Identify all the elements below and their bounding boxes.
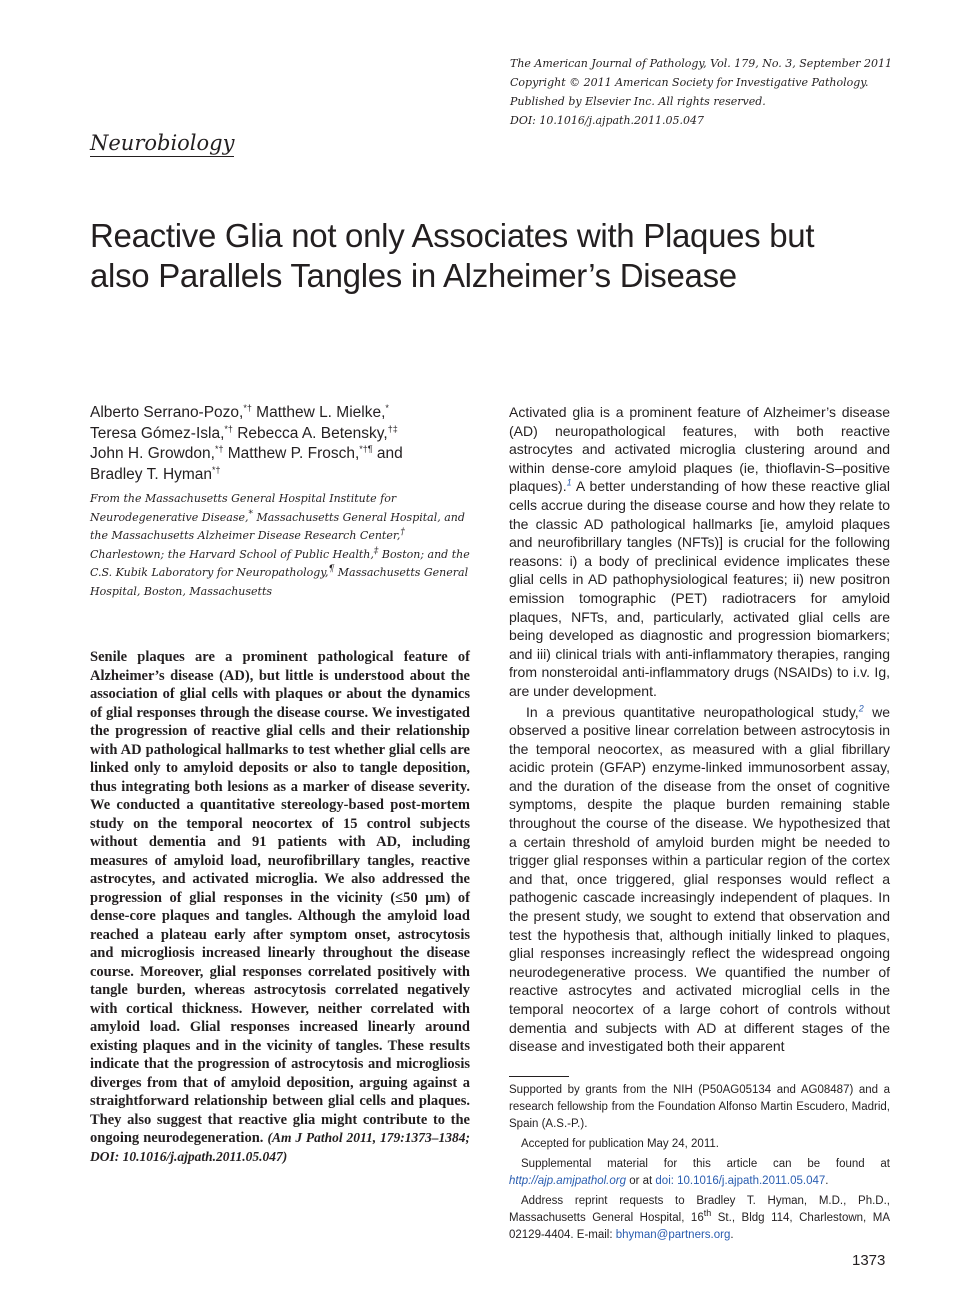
author-list [90, 403, 480, 485]
email-link[interactable]: bhyman@partners.org [615, 1229, 731, 1241]
body-text-span: In a previous quantitative neuropathological study, [526, 703, 859, 720]
author-name: Rebecca A. Betensky, [232, 424, 388, 442]
author-name: Teresa Gómez-Isla, [90, 424, 225, 442]
affiliation-block [90, 490, 475, 601]
body-paragraph [509, 703, 890, 1056]
footnotes [509, 1082, 890, 1247]
note-text: Address reprint requests to Bradley T. Hyman, M.D., Ph.D., Massachusetts General Hospital, 16 [509, 1195, 890, 1224]
abstract [90, 648, 470, 1166]
accepted-note: Accepted for publication May 24, 2011. [521, 1138, 719, 1150]
author-affiliation-mark: †‡ [387, 423, 398, 434]
reprint-note [509, 1193, 890, 1244]
supplemental-note [509, 1156, 890, 1190]
title-line-1: Reactive Glia not only Associates with Plaques but [90, 217, 815, 254]
note-text: or at [626, 1175, 656, 1187]
abstract-citation: (Am J Pathol 2011, 179:1373–1384; DOI: 10.1016/j.ajpath.2011.05.047) [90, 1130, 470, 1164]
affiliation-mark: † [400, 527, 405, 538]
body-paragraph [509, 403, 890, 701]
reference-link[interactable]: 2 [858, 702, 864, 713]
publisher-line: Published by Elsevier Inc. All rights reserved. [510, 95, 766, 108]
affiliation-mark: ‡ [373, 545, 379, 556]
author-affiliation-mark: *† [243, 402, 252, 413]
affiliation-mark: ¶ [328, 564, 335, 575]
affiliation-text: Massachusetts General Hospital, and the Massachusetts Alzheimer Disease Research Center, [90, 510, 465, 542]
affiliation-text: Massachusetts General Hospital, Boston, Massachusetts [90, 566, 469, 598]
author-conjunction: and [372, 445, 403, 462]
author-affiliation-mark: *† [224, 423, 233, 434]
title-line-2: also Parallels Tangles in Alzheimer’s Disease [90, 257, 737, 294]
body-text-span: A better understanding of how these reactive glial cells accrue during the disease course and how they relate to the classic AD pathological hallmarks [ie, amyloid plaques and neurofibrillary tangles (NFTs)] is crucial for the following reasons: i) a body of preclinical evidence implicates these glial cells in AD pathophysiological features; ii) new positron emission tomographic (PET) radiotracers for amyloid plaques, NFTs, and, particularly, activated glial cells are being developed as diagnostic and progression biomarkers; and iii) clinical trials with anti-inflammatory therapies, ranging from nonsteroidal anti-inflammatory drugs (NSAIDs) to i.v. Ig, are under development. [509, 478, 890, 699]
doi-link[interactable]: doi: 10.1016/j.ajpath.2011.05.047 [655, 1175, 826, 1187]
journal-citation-line: The American Journal of Pathology, Vol. 179, No. 3, September 2011 [510, 57, 892, 70]
body-column [509, 403, 890, 1056]
doi-line: DOI: 10.1016/j.ajpath.2011.05.047 [510, 114, 705, 127]
abstract-text: Senile plaques are a prominent pathological feature of Alzheimer’s disease (AD), but little is understood about the association of glial cells with plaques or about the dynamics of glial responses through the disease course. We investigated the progression of reactive glial cells and their relationship with AD pathological hallmarks to test whether glial cells are linked only to amyloid deposits or also to tangle deposition, thus integrating both lesions as a marker of disease severity. We conducted a quantitative stereology-based post-mortem study on the temporal neocortex of 15 control subjects without dementia and 91 patients with AD, including measures of amyloid load, neurofibrillary tangles, reactive astrocytes, and activated microglia. We also addressed the progression of glial responses in the vicinity (≤50 μm) of dense-core plaques and tangles. Although the amyloid load reached a plateau early after symptom onset, astrocytosis and microgliosis increased linearly throughout the disease course. Moreover, glial responses correlated positively with tangle burden, whereas astrocytosis correlated negatively with cortical thickness. However, neither correlated with amyloid load. Glial responses increased linearly around existing plaques and in the vicinity of tangles. These results indicate that the progression of astrocytosis and microgliosis diverges from that of amyloid deposition, arguing against a straightforward relationship between glial cells and plaques. They also suggest that reactive glia might contribute to the ongoing neurodegeneration. [90, 649, 470, 1146]
author-affiliation-mark: *† [214, 443, 224, 454]
reference-link[interactable]: 1 [566, 477, 572, 488]
journal-header [510, 54, 910, 130]
funding-note: Supported by grants from the NIH (P50AG05134 and AG08487) and a research fellowship from the Foundation Alfonso Martin Escudero, Madrid, Spain (A.S.-P.). [509, 1084, 890, 1130]
affiliation-text: Charlestown; the Harvard School of Public Health, [90, 547, 374, 561]
page-number: 1373 [852, 1252, 886, 1269]
author-name: Matthew P. Frosch, [223, 445, 360, 462]
affiliation-mark: * [248, 508, 253, 519]
article-title [90, 216, 890, 296]
copyright-line: Copyright © 2011 American Society for Investigative Pathology. [510, 76, 869, 89]
author-affiliation-mark: *† [212, 464, 221, 475]
affiliation-text: From the Massachusetts General Hospital Institute for Neurodegenerative Disease, [90, 492, 397, 524]
note-text: . [825, 1175, 829, 1187]
author-name: John H. Growdon, [90, 445, 215, 462]
footnote-divider [509, 1076, 569, 1077]
body-text-span: Activated glia is a prominent feature of Alzheimer’s disease (AD) neuropathological features, with both reactive astrocytes and activated microglia clustering around and within dense-core amyloid plaques (ie, thioflavin-S–positive plaques). [509, 404, 890, 495]
note-text: Supplemental material for this article can be found at [521, 1158, 890, 1170]
author-affiliation-mark: *†¶ [359, 443, 373, 454]
note-text: . [730, 1229, 734, 1241]
supplemental-url-link[interactable]: http://ajp.amjpathol.org [509, 1175, 626, 1187]
note-text: St., Bldg 114, Charlestown, MA 02129-4404. E-mail: [509, 1212, 891, 1241]
author-name: Bradley T. Hyman [90, 465, 213, 483]
affiliation-text: Boston; and the C.S. Kubik Laboratory for Neuropathology, [90, 547, 470, 579]
author-affiliation-mark: * [385, 402, 389, 413]
author-name: Matthew L. Mielke, [251, 404, 386, 421]
body-text-span: we observed a positive linear correlation between astrocytosis in the temporal neocortex, as measured with a glial fibrillary acidic protein (GFAP) enzyme-linked immunosorbent assay, and the duration of the disease from the onset of cognitive symptoms, despite the plaque burden remaining stable throughout the course of the disease. We hypothesized that a certain threshold of amyloid burden might be needed to trigger glial responses within a particular region of the cortex and that, once triggered, glial responses would reflect a pathogenic cascade increasingly independent of plaques. In the present study, we sought to extend that observation and test the hypothesis that, although initially linked to plaques, glial responses increasingly reflect the widespread ongoing neurodegenerative process. We quantified the number of reactive astrocytes and activated microglial cells in the temporal neocortex of a large cohort of controls without dementia and subjects with AD at different stages of the disease and investigated both their apparent [509, 703, 890, 1055]
author-name: Alberto Serrano-Pozo, [90, 404, 244, 421]
section-label: Neurobiology [90, 131, 235, 155]
ordinal-suffix: th [703, 1208, 712, 1219]
